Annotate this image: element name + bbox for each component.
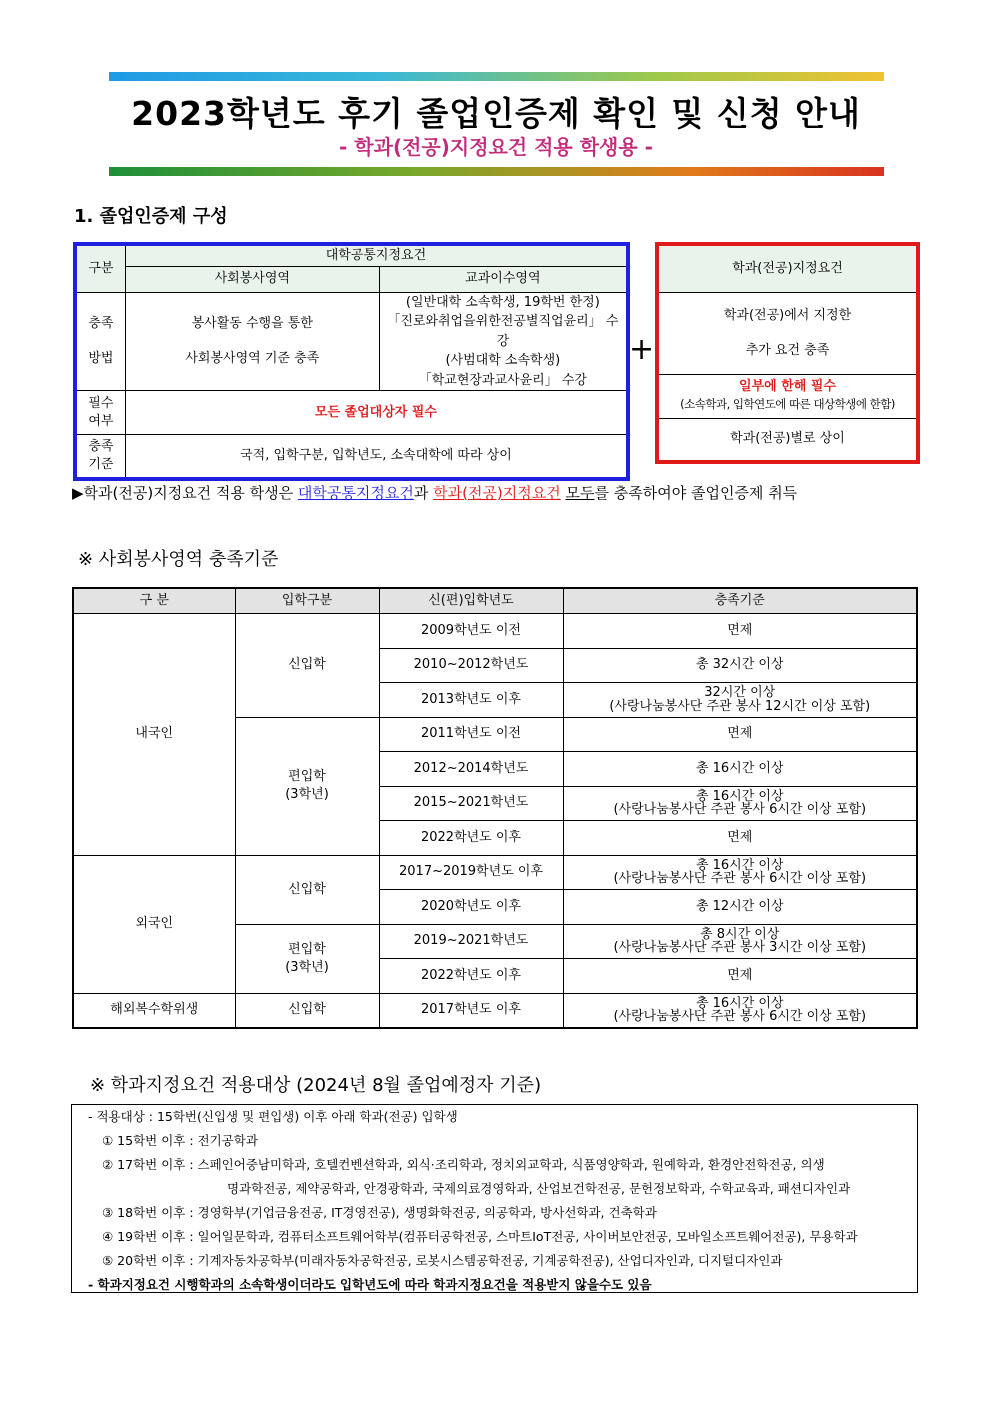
group-domestic: 내국인 — [73, 614, 235, 856]
row-criteria-label: 충족 기준 — [75, 435, 125, 479]
section1-heading: 1. 졸업인증제 구성 — [74, 206, 228, 227]
list-item: ④ 19학번 이후 : 일어일문학과, 컴퓨터소프트웨어학부(컴퓨터공학전공, 스마트IoT전공, 사이버보안전공, 모바일소프트웨어전공), 무용학과 — [102, 1229, 858, 1244]
table-row-year: 2019~2021학년도 — [379, 924, 563, 959]
social-service-criteria-table — [72, 587, 918, 1029]
header-gubun: 구 분 — [73, 588, 235, 614]
row-required-label: 필수 여부 — [75, 391, 125, 435]
table-row-year: 2017학년도 이후 — [379, 993, 563, 1028]
list-item: ③ 18학번 이후 : 경영학부(기업금융전공, IT경영전공), 생명화학전공, 의공학과, 방사선학과, 건축학과 — [102, 1205, 657, 1220]
table-row-year: 2022학년도 이후 — [379, 959, 563, 994]
table-row-criteria: 총 16시간 이상 — [563, 752, 917, 787]
table-row-year: 2022학년도 이후 — [379, 821, 563, 856]
table-row-criteria: 총 16시간 이상 (사랑나눔봉사단 주관 봉사 6시간 이상 포함) — [563, 993, 917, 1028]
univ-requirement-table — [73, 242, 630, 481]
admission-new: 신입학 — [235, 614, 379, 718]
group-foreign: 외국인 — [73, 855, 235, 993]
dept-method: 학과(전공)에서 지정한 추가 요건 충족 — [657, 292, 918, 374]
col-gubun: 구분 — [75, 244, 125, 292]
table-row-year: 2013학년도 이후 — [379, 683, 563, 718]
dept-required: 일부에 한해 필수 (소속학과, 입학연도에 따른 대상학생에 한함) — [657, 374, 918, 418]
table-row-criteria: 32시간 이상 (사랑나눔봉사단 주관 봉사 12시간 이상 포함) — [563, 683, 917, 718]
list-item: - 적용대상 : 15학번(신입생 및 편입생) 이후 아래 학과(전공) 입학생 — [88, 1109, 458, 1124]
list-item: ② 17학번 이후 : 스페인어중남미학과, 호텔컨벤션학과, 외식·조리학과, 정치외교학과, 식품영양학과, 원예학과, 환경안전학전공, 의생 — [102, 1157, 825, 1172]
col-univ-common: 대학공통지정요건 — [125, 244, 628, 266]
list-item: ⑤ 20학번 이후 : 기계자동차공학부(미래자동차공학전공, 로봇시스템공학전공, 기계공학전공), 산업디자인과, 디지털디자인과 — [102, 1253, 783, 1268]
required-value: 모든 졸업대상자 필수 — [125, 391, 628, 435]
table-row-criteria: 면제 — [563, 959, 917, 994]
criteria-value: 국적, 입학구분, 입학년도, 소속대학에 따라 상이 — [125, 435, 628, 479]
top-color-bar — [109, 72, 884, 81]
table-row-year: 2009학년도 이전 — [379, 614, 563, 649]
table-row-year: 2017~2019학년도 이후 — [379, 855, 563, 890]
table-row-year: 2015~2021학년도 — [379, 786, 563, 821]
bottom-color-bar — [109, 167, 884, 176]
table-row-criteria: 면제 — [563, 614, 917, 649]
table-row-criteria: 면제 — [563, 821, 917, 856]
table-row-criteria: 총 8시간 이상 (사랑나눔봉사단 주관 봉사 3시간 이상 포함) — [563, 924, 917, 959]
dept-header: 학과(전공)지정요건 — [657, 244, 918, 292]
group-overseas: 해외복수학위생 — [73, 993, 235, 1028]
requirement-note: ▶학과(전공)지정요건 적용 학생은 대학공통지정요건과 학과(전공)지정요건 모두를 충족하여야 졸업인증제 취득 — [72, 484, 798, 502]
admission-new: 신입학 — [235, 993, 379, 1028]
table-row-criteria: 총 16시간 이상 (사랑나눔봉사단 주관 봉사 6시간 이상 포함) — [563, 786, 917, 821]
section3-heading: ※ 학과지정요건 적용대상 (2024년 8월 졸업예정자 기준) — [90, 1075, 542, 1096]
table-row-criteria: 총 12시간 이상 — [563, 890, 917, 925]
header-admission: 입학구분 — [235, 588, 379, 614]
col-social-service: 사회봉사영역 — [125, 266, 379, 292]
admission-transfer: 편입학 (3학년) — [235, 717, 379, 855]
section2-heading: ※ 사회봉사영역 충족기준 — [78, 549, 279, 570]
header-year: 신(편)입학년도 — [379, 588, 563, 614]
dept-criteria: 학과(전공)별로 상이 — [657, 418, 918, 462]
row-method-label: 충족 방법 — [75, 292, 125, 391]
table-row-year: 2011학년도 이전 — [379, 717, 563, 752]
admission-transfer: 편입학 (3학년) — [235, 924, 379, 993]
page-subtitle: - 학과(전공)지정요건 적용 학생용 - — [339, 135, 653, 159]
page-title: 2023학년도 후기 졸업인증제 확인 및 신청 안내 — [131, 94, 861, 133]
dept-requirement-table — [655, 242, 920, 464]
list-item: ① 15학번 이후 : 전기공학과 — [102, 1133, 258, 1148]
list-item: - 학과지정요건 시행학과의 소속학생이더라도 입학년도에 따라 학과지정요건을 적용받지 않을수도 있음 — [88, 1277, 652, 1292]
table-row-year: 2012~2014학년도 — [379, 752, 563, 787]
target-departments-box — [71, 1104, 918, 1293]
course-method: (일반대학 소속학생, 19학번 한정) 「진로와취업을위한전공별직업윤리」 수강 (사범대학 소속학생) 「학교현장과교사윤리」 수강 — [379, 292, 628, 391]
social-method: 봉사활동 수행을 통한 사회봉사영역 기준 충족 — [125, 292, 379, 391]
col-course: 교과이수영역 — [379, 266, 628, 292]
table-row-criteria: 총 16시간 이상 (사랑나눔봉사단 주관 봉사 6시간 이상 포함) — [563, 855, 917, 890]
admission-new: 신입학 — [235, 855, 379, 924]
table-row-year: 2020학년도 이후 — [379, 890, 563, 925]
list-item: 명과학전공, 제약공학과, 안경광학과, 국제의료경영학과, 산업보건학전공, 문헌정보학과, 수학교육과, 패션디자인과 — [227, 1181, 851, 1196]
table-row-criteria: 총 32시간 이상 — [563, 648, 917, 683]
table-row-criteria: 면제 — [563, 717, 917, 752]
plus-sign: + — [629, 332, 655, 367]
header-criteria: 충족기준 — [563, 588, 917, 614]
table-row-year: 2010~2012학년도 — [379, 648, 563, 683]
